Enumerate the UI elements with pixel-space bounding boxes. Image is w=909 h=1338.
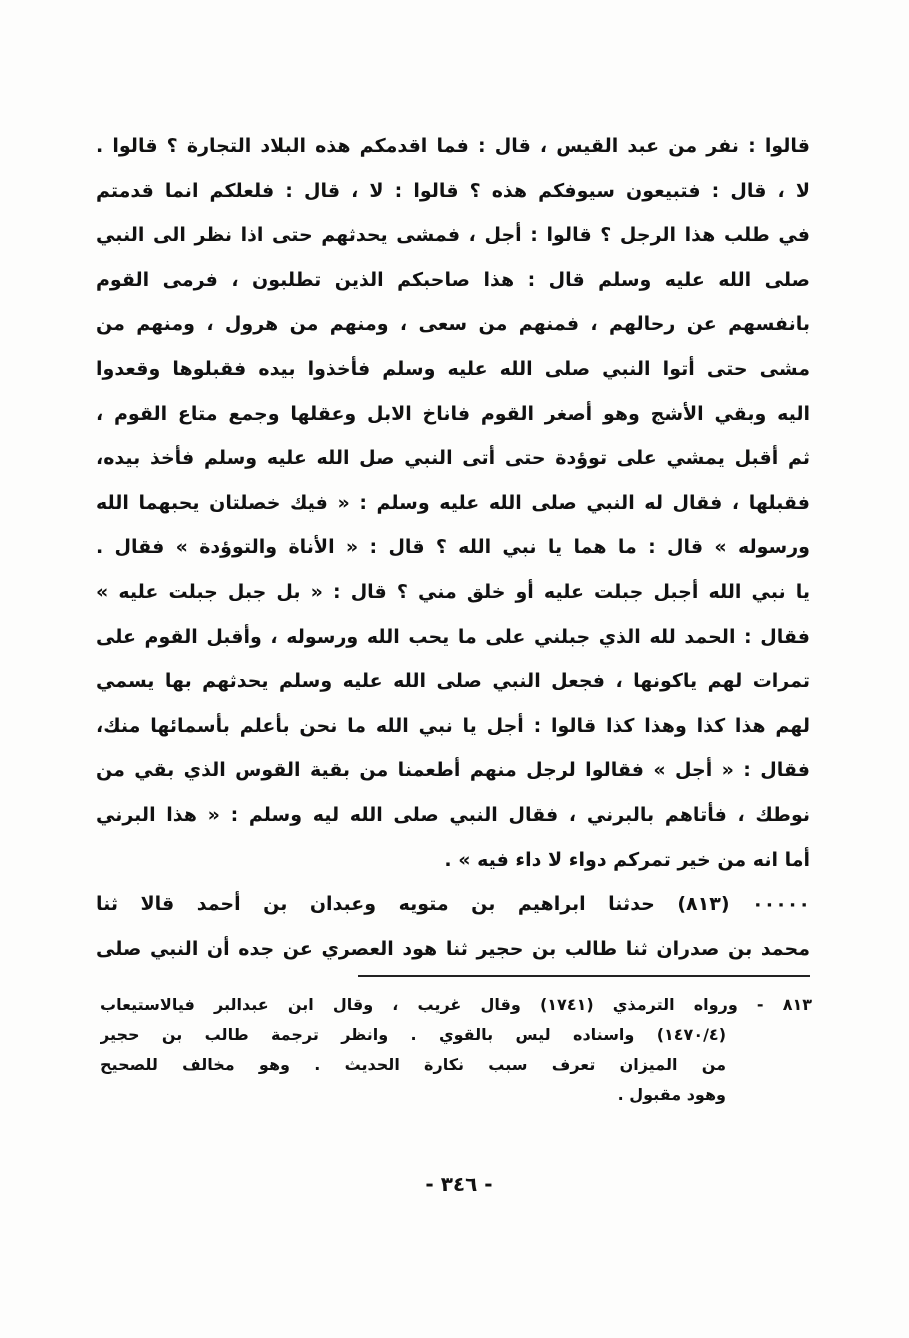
text-line: فقال : الحمد لله الذي جبلني على ما يحب الله ورسوله ، وأقبل القوم على — [96, 625, 810, 648]
text-line: لا ، قال : فتبيعون سيوفكم هذه ؟ قالوا : لا ، قال : فلعلكم انما قدمتم — [96, 179, 810, 202]
text-line: اليه وبقي الأشج وهو أصغر القوم فاناخ الابل وعقلها وجمع متاع القوم ، — [96, 402, 810, 425]
footnote-separator — [358, 975, 810, 977]
text-line: محمد بن صدران ثنا طالب بن حجير ثنا هود العصري عن جده أن النبي صلى — [96, 937, 810, 960]
main-text — [96, 124, 810, 971]
footnotes — [100, 990, 812, 1110]
footnote-line: وهود مقبول . — [617, 1085, 726, 1104]
footnote-line: ٨١٣ - ورواه الترمذي (١٧٤١) وقال غريب ، وقال ابن عبدالبر فيالاستيعاب — [100, 995, 812, 1014]
text-line: ثم أقبل يمشي على توؤدة حتى أتى النبي صل الله عليه وسلم فأخذ بيده، — [96, 447, 810, 470]
text-line: في طلب هذا الرجل ؟ قالوا : أجل ، فمشى يحدثهم حتى اذا نظر الى النبي — [96, 224, 810, 247]
text-line: فقبلها ، فقال له النبي صلى الله عليه وسلم : « فيك خصلتان يحبهما الله — [96, 491, 810, 514]
footnote-line: من الميزان تعرف سبب نكارة الحديث . وهو مخالف للصحيح — [100, 1055, 726, 1074]
text-line: بانفسهم عن رحالهم ، فمنهم من سعى ، ومنهم من هرول ، ومنهم من — [96, 313, 810, 336]
page-number: - ٣٤٦ - — [425, 1172, 493, 1196]
text-line: فقال : « أجل » فقالوا لرجل منهم أطعمنا من بقية القوس الذي بقي من — [96, 759, 810, 782]
text-line: نوطك ، فأتاهم بالبرني ، فقال النبي صلى الله ليه وسلم : « هذا البرني — [96, 803, 810, 826]
hadith-813-line: ٠٠٠٠٠ (٨١٣) حدثنا ابراهيم بن متويه وعبدان بن أحمد قالا ثنا — [96, 893, 810, 916]
text-line: مشى حتى أتوا النبي صلى الله عليه وسلم فأخذوا بيده فقبلوها وقعدوا — [96, 357, 810, 380]
text-line: يا نبي الله أجبل جبلت عليه أو خلق مني ؟ قال : « بل جبل جبلت عليه » — [96, 580, 810, 603]
text-line: أما انه من خير تمركم دواء لا داء فيه » . — [444, 848, 810, 871]
text-line: ورسوله » قال : ما هما يا نبي الله ؟ قال : « الأناة والتوؤدة » فقال . — [96, 536, 810, 559]
footnote-line: (١٤٧٠/٤) واسناده ليس بالقوي . وانظر ترجمة طالب بن حجير — [100, 1025, 726, 1044]
text-line: تمرات لهم ياكونها ، فجعل النبي صلى الله عليه وسلم يحدثهم بها يسمي — [96, 670, 810, 693]
text-line: لهم هذا كذا وهذا كذا قالوا : أجل يا نبي الله ما نحن بأعلم بأسمائها منك، — [96, 714, 810, 737]
text-line: صلى الله عليه وسلم قال : هذا صاحبكم الذين تطلبون ، فرمى القوم — [96, 268, 810, 291]
text-line: قالوا : نفر من عبد القيس ، قال : فما اقدمكم هذه البلاد التجارة ؟ قالوا . — [96, 135, 810, 157]
